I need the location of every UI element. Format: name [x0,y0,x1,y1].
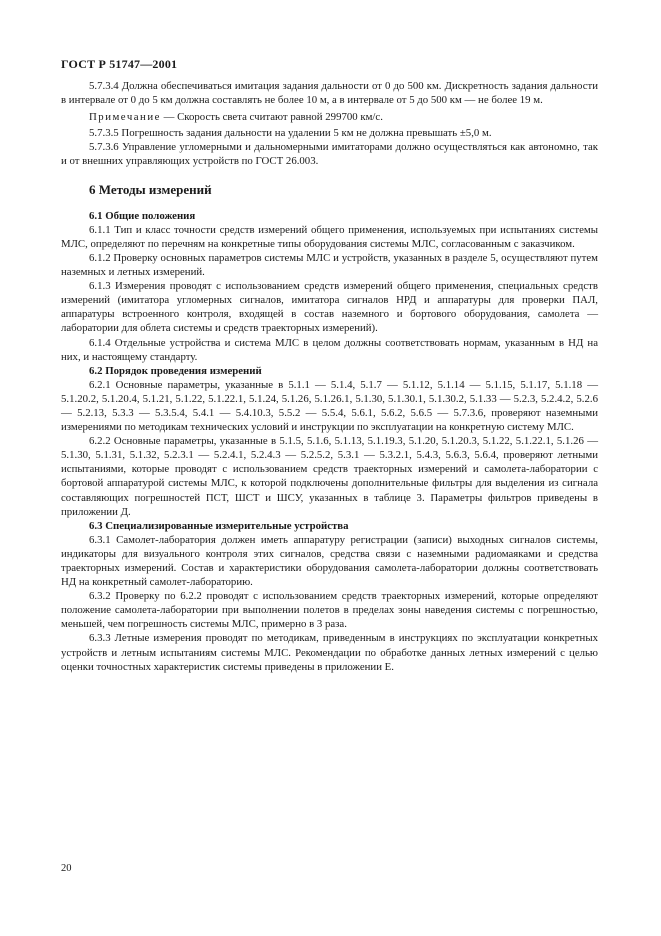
note [61,110,598,124]
paragraph-6-1-2: 6.1.2 Проверку основных параметров системы МЛС и устройств, указанных в разделе 5, осуществляют путем наземных и летных измерений. [61,251,598,279]
paragraph-5-7-3-4: 5.7.3.4 Должна обеспечиваться имитация задания дальности от 0 до 500 км. Дискретность задания дальности в интервале от 0 до 5 км должна составлять не более 10 м, а в интервале от 5 до 500 км — не более 19 м. [61,80,598,107]
paragraph-6-1-1: 6.1.1 Тип и класс точности средств измерений общего применения, используемых при испытаниях системы МЛС, определяют по перечням на конкретные типы оборудования системы МЛС, согласованным с заказчиком. [61,223,598,250]
paragraph-6-3-3: 6.3.3 Летные измерения проводят по методикам, приведенным в инструкциях по эксплуатации конкретных устройств и летным испытаниям системы МЛС. Рекомендации по обработке данных летных измерений с целью оценки точностных характеристик системы приведены в приложении Е. [61,632,598,673]
paragraph-6-1-4: 6.1.4 Отдельные устройства и система МЛС в целом должны соответствовать нормам, указанным в НД на них, и настоящему стандарту. [61,336,598,363]
note-label: Примечание [89,111,161,124]
subsection-6-1-title: 6.1 Общие положения [89,209,196,222]
subsection-6-2-title: 6.2 Порядок проведения измерений [89,364,262,377]
paragraph-5-7-3-5: 5.7.3.5 Погрешность задания дальности на удалении 5 км не должна превышать ±5,0 м. [89,127,492,140]
paragraph-6-3-1: 6.3.1 Самолет-лаборатория должен иметь аппаратуру регистрации (записи) выходных сигналов системы, индикаторы для визуального контроля этих сигналов, средства связи с наземными радиомаяками и средства траекторных измерений. Состав и характеристики оборудования самолета-лаборатории должны соответствовать НД на конкретный самолет-лабораторию. [61,533,598,589]
paragraph-6-2-2: 6.2.2 Основные параметры, указанные в 5.1.5, 5.1.6, 5.1.13, 5.1.19.3, 5.1.20, 5.1.20.3, 5.1.22, 5.1.22.1, 5.1.26 — 5.1.30, 5.1.31, 5.1.32, 5.2.3.1 — 5.2.4.1, 5.2.4.3 — 5.2.5.2, 5.3.1 — 5.3.2.1, 5.4.3, 5.6.3, 5.6.4, проверяют летными испытаниями, которые проводят с использованием средств траекторных измерений и самолета-лаборатории с бортовой аппаратурой системы МЛС, к которой подключены дополнительные фильтры для выделения из сигнала составляющих погрешностей ПСТ, ШСТ и ШСУ, указанных в таблице 3. Параметры фильтров приведены в приложении Д. [61,435,598,518]
subsection-6-3-title: 6.3 Специализированные измерительные устройства [89,519,349,532]
document-code-header: ГОСТ Р 51747—2001 [61,57,178,71]
note-text: — Скорость света считают равной 299700 км/с. [160,111,383,124]
paragraph-5-7-3-6: 5.7.3.6 Управление угломерными и дальномерными имитаторами должно осуществляться как автономно, так и от внешних управляющих устройств по ГОСТ 26.003. [61,141,598,168]
paragraph-6-1-3: 6.1.3 Измерения проводят с использованием средств измерений общего применения, специальных средств измерений (имитатора угломерных сигналов, имитатора сигналов НРД и аппаратуры для проверки ПАЛ, аппаратуры встроенного контроля, входящей в состав наземного и бортового оборудования, самолета — лаборатории для облета системы и средств траекторных измерений). [61,280,598,335]
paragraph-6-3-2: 6.3.2 Проверку по 6.2.2 проводят с использованием средств траекторных измерений, которые определяют положение самолета-лаборатории при выполнении полетов в пределах зоны наведения системы с погрешностью, меньшей, чем погрешность системы МЛС, примерно в 3 раза. [61,590,598,631]
document-body [61,79,598,674]
page-number: 20 [61,863,72,874]
paragraph-6-2-1: 6.2.1 Основные параметры, указанные в 5.1.1 — 5.1.4, 5.1.7 — 5.1.12, 5.1.14 — 5.1.15, 5.1.17, 5.1.18 — 5.1.20.2, 5.1.20.4, 5.1.21, 5.1.22, 5.1.22.1, 5.1.24, 5.1.26, 5.1.26.1, 5.1.30, 5.1.30.1, 5.1.30.2, 5.1.33 — 5.2.3, 5.2.4.2, 5.2.6 — 5.2.13, 5.3.3 — 5.3.5.4, 5.4.1 — 5.4.10.3, 5.5.2 — 5.5.4, 5.6.1, 5.6.2, 5.6.5 — 5.7.3.6, проверяют наземными измерениями по методикам технических условий и инструкции по эксплуатации на конкретную систему МЛС. [61,378,598,434]
section-6-title: 6 Методы измерений [89,181,212,197]
